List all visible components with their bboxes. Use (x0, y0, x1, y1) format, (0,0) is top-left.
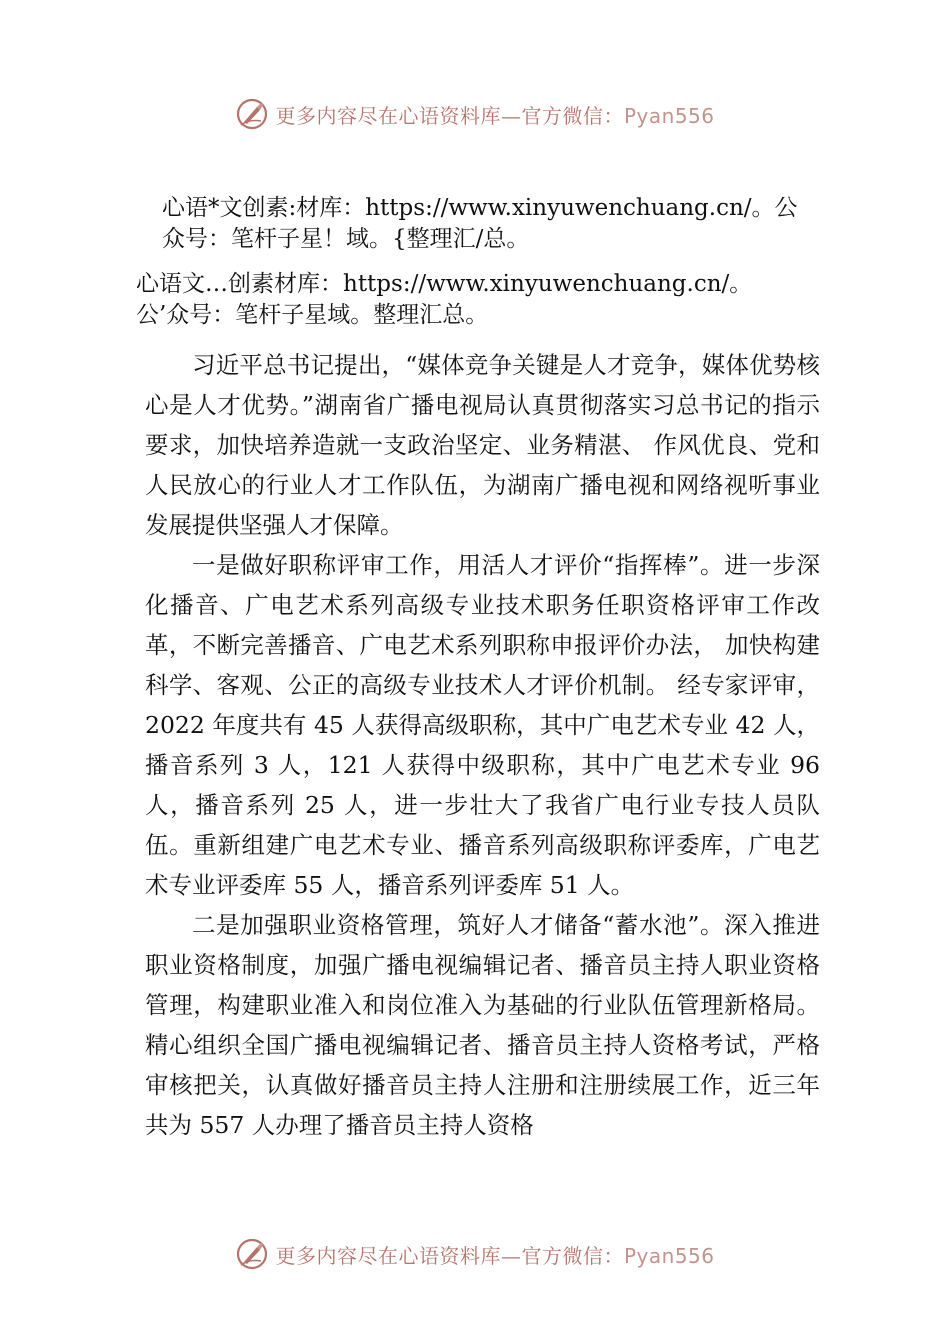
watermark-text: 更多内容尽在心语资料库—官方微信：Pyan556 (275, 1243, 715, 1268)
source-note-second-line2: 公’众号：笔杆子星域。整理汇总。 (136, 302, 489, 328)
source-note-second-line1: 心语文…创素材库：https://www.xinyuwenchuang.cn/。 (136, 271, 753, 297)
watermark-header (0, 94, 950, 134)
source-note-first (162, 193, 798, 255)
source-note-first-line1: 心语*文创素:材库：https://www.xinyuwenchuang.cn/。公 (162, 195, 798, 221)
watermark-footer (0, 1234, 950, 1274)
paragraph-intro: 习近平总书记提出，“媒体竞争关键是人才竞争，媒体优势核心是人才优势。”湖南省广播电视局认真贯彻落实习总书记的指示要求，加快培养造就一支政治坚定、业务精湛、 作风优良、党和人民放心的行业人才工作队伍，为湖南广播电视和网络视听事业发展提供坚强人才保障。 (145, 351, 820, 539)
watermark-text: 更多内容尽在心语资料库—官方微信：Pyan556 (275, 103, 715, 128)
source-note-second (136, 269, 752, 331)
document-body (145, 345, 820, 1145)
pen-logo-icon (235, 1237, 269, 1271)
paragraph-qualification-management: 二是加强职业资格管理，筑好人才储备“蓄水池”。深入推进职业资格制度，加强广播电视编辑记者、播音员主持人职业资格管理，构建职业准入和岗位准入为基础的行业队伍管理新格局。精心组织全国广播电视编辑记者、播音员主持人资格考试，严格审核把关，认真做好播音员主持人注册和注册续展工作，近三年共为 557 人办理了播音员主持人资格 (145, 911, 820, 1139)
source-note-first-line2: 众号：笔杆子星！域。{整理汇/总。 (162, 226, 530, 252)
paragraph-title-evaluation: 一是做好职称评审工作，用活人才评价“指挥棒”。进一步深化播音、广电艺术系列高级专业技术职务任职资格评审工作改革，不断完善播音、广电艺术系列职称申报评价办法， 加快构建科学、客观、公正的高级专业技术人才评价机制。 经专家评审，2022 年度共有 45 人获得高级职称，其中广电艺术专业 42 人，播音系列 3 人，121 人获得中级职称，其中广电艺术专业 96 人，播音系列 25 人，进一步壮大了我省广电行业专技人员队伍。重新组建广电艺术专业、播音系列高级职称评委库，广电艺术专业评委库 55 人，播音系列评委库 51 人。 (145, 551, 820, 899)
pen-logo-icon (235, 97, 269, 131)
